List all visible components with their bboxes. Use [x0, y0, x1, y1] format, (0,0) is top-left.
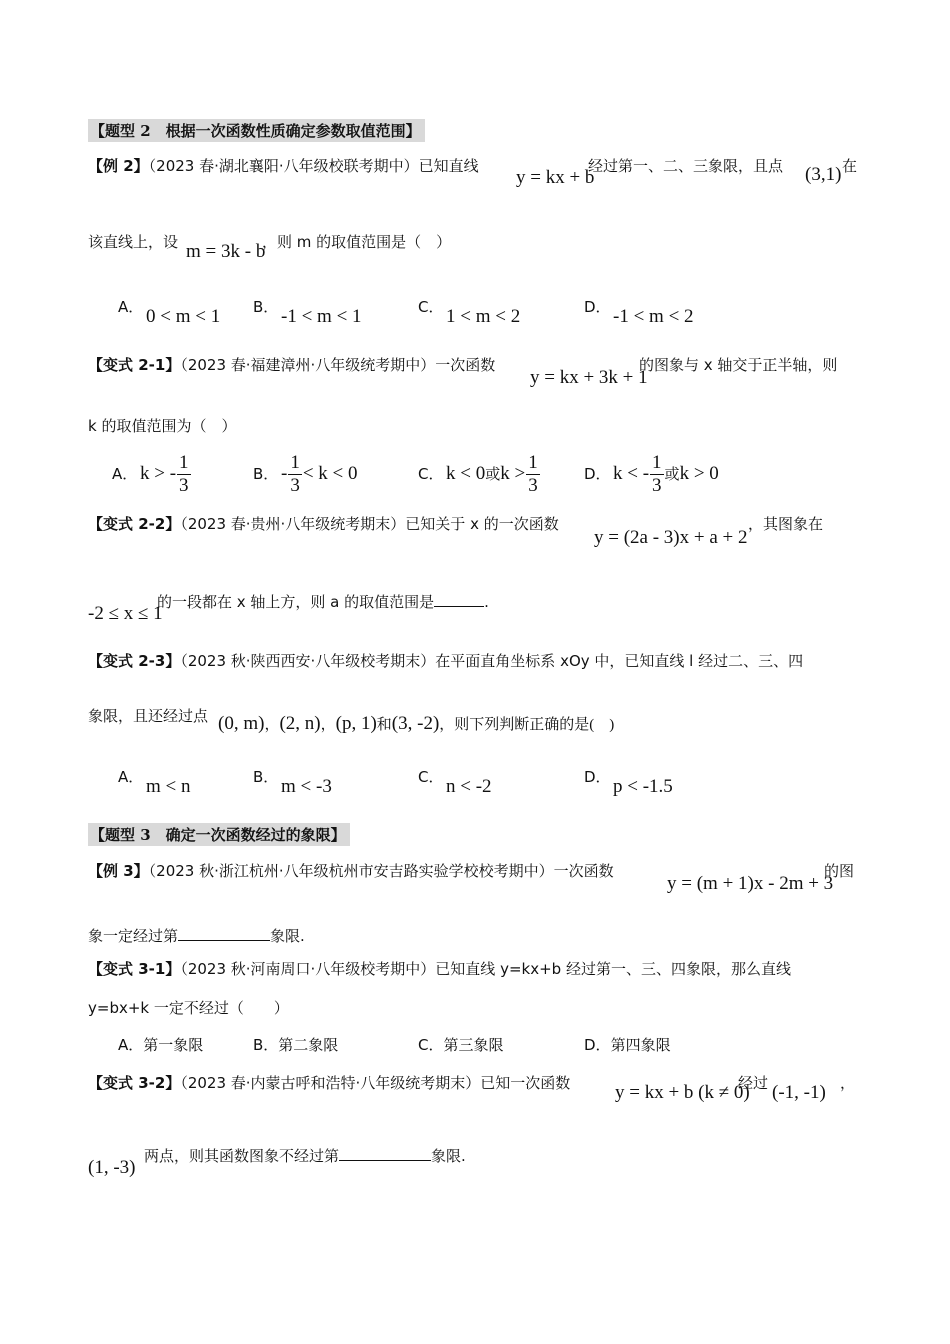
variant-3-2-text-end: ，	[840, 1074, 856, 1092]
example-3-line-2: 象一定经过第 象限.	[88, 927, 305, 945]
variant-2-3-point-3: (p, 1)	[335, 713, 377, 734]
example-2-tag: 【例 2】	[88, 157, 149, 175]
variant-2-2-tag: 【变式 2-2】	[88, 515, 181, 533]
variant-2-1-option-b-label: B．	[253, 465, 279, 483]
variant-2-2-range: -2 ≤ x ≤ 1	[88, 603, 163, 624]
variant-2-1-option-d-label: D．	[584, 465, 611, 483]
variant-2-3-point-4: (3, -2)	[391, 713, 440, 734]
example-2-option-d: -1 < m < 2	[613, 306, 694, 327]
example-3-line-1: 【例 3】（2023 秋·浙江杭州·八年级杭州市安吉路实验学校校考期中）一次函数	[88, 862, 614, 880]
variant-2-1-option-c-label: C．	[418, 465, 444, 483]
variant-3-1-line-1: 【变式 3-1】（2023 秋·河南周口·八年级校考期中）已知直线 y=kx+b 经过第一、三、四象限，那么直线	[88, 960, 791, 978]
example-2-text-end: 在	[842, 157, 858, 175]
example-2-option-d-label: D．	[584, 298, 611, 316]
variant-2-1-line-2: k 的取值范围为（ ）	[88, 417, 237, 435]
example-2-equation: y = kx + b	[516, 167, 595, 188]
variant-3-2-text-mid: 经过	[738, 1074, 769, 1092]
variant-2-3-points: (0, m)，(2, n)，(p, 1)和(3, -2)，则下列判断正确的是( )	[218, 713, 615, 734]
variant-3-2-answer-blank[interactable]	[339, 1160, 431, 1161]
variant-2-3-point-2: (2, n)	[279, 713, 321, 734]
variant-2-3-option-c-label: C．	[418, 768, 444, 786]
variant-2-2-line-1: 【变式 2-2】（2023 春·贵州·八年级统考期末）已知关于 x 的一次函数	[88, 515, 559, 533]
variant-3-2-tag: 【变式 3-2】	[88, 1074, 181, 1092]
example-2-text-mid: 经过第一、二、三象限，且点	[588, 157, 784, 175]
variant-3-2-point-2: (1, -3)	[88, 1157, 136, 1178]
variant-2-1-option-a-label: A．	[112, 465, 138, 483]
variant-3-2-line-2: 两点，则其函数图象不经过第 象限.	[144, 1147, 466, 1165]
variant-3-1-option-a: A．第一象限	[118, 1036, 204, 1054]
variant-2-3-tag: 【变式 2-3】	[88, 652, 181, 670]
example-2-option-a-label: A．	[118, 298, 144, 316]
variant-2-3-line-2a: 象限，且还经过点	[88, 707, 209, 725]
variant-2-3-option-c: n < -2	[446, 776, 492, 797]
variant-2-3-line-1: 【变式 2-3】（2023 秋·陕西西安·八年级校考期末）在平面直角坐标系 xOy 中，已知直线 l 经过二、三、四	[88, 652, 804, 670]
example-2-m-definition: m = 3k - b	[186, 241, 266, 262]
variant-3-1-option-c: C．第三象限	[418, 1036, 504, 1054]
example-2-point: (3,1)	[805, 164, 842, 185]
variant-3-1-option-d: D．第四象限	[584, 1036, 671, 1054]
variant-3-1-line-2: y=bx+k 一定不经过（ ）	[88, 999, 289, 1017]
example-2-option-a: 0 < m < 1	[146, 306, 221, 327]
variant-2-3-option-b: m < -3	[281, 776, 332, 797]
variant-3-1-tag: 【变式 3-1】	[88, 960, 181, 978]
variant-2-1-line-1: 【变式 2-1】（2023 春·福建漳州·八年级统考期中）一次函数	[88, 356, 496, 374]
example-3-equation: y = (m + 1)x - 2m + 3	[667, 873, 834, 894]
variant-3-2-line-1: 【变式 3-2】（2023 春·内蒙古呼和浩特·八年级统考期末）已知一次函数	[88, 1074, 571, 1092]
example-3-answer-blank[interactable]	[178, 940, 270, 941]
variant-2-1-option-d: k < - $\frac{1}{3}$ 或k > 0	[613, 452, 719, 496]
variant-2-1-equation: y = kx + 3k + 1	[530, 367, 648, 388]
variant-2-2-answer-blank[interactable]	[434, 606, 484, 607]
variant-2-1-tag: 【变式 2-1】	[88, 356, 181, 374]
variant-2-3-point-1: (0, m)	[218, 713, 265, 734]
example-3-text-end: 的图	[824, 862, 855, 880]
example-2-option-b: -1 < m < 1	[281, 306, 362, 327]
variant-2-2-text-end: ，其图象在	[748, 515, 824, 533]
variant-2-2-equation: y = (2a - 3)x + a + 2	[594, 527, 748, 548]
variant-2-3-option-a-label: A．	[118, 768, 144, 786]
example-2-option-c-label: C．	[418, 298, 444, 316]
variant-2-3-option-d: p < -1.5	[613, 776, 673, 797]
variant-3-2-point-1: (-1, -1)	[772, 1082, 826, 1103]
example-2-option-c: 1 < m < 2	[446, 306, 521, 327]
variant-2-1-text-end: 的图象与 x 轴交于正半轴，则	[639, 356, 838, 374]
variant-2-1-option-b: - $\frac{1}{3}$ < k < 0	[281, 452, 358, 496]
example-2-option-b-label: B．	[253, 298, 279, 316]
variant-3-1-option-b: B．第二象限	[253, 1036, 339, 1054]
variant-2-1-option-c: k < 0或k > $\frac{1}{3}$	[446, 452, 538, 496]
section-3-title: 【题型 3 确定一次函数经过的象限】	[88, 823, 350, 846]
variant-2-3-option-b-label: B．	[253, 768, 279, 786]
variant-3-2-equation: y = kx + b (k ≠ 0)	[615, 1082, 750, 1103]
variant-2-2-line-2: 的一段都在 x 轴上方，则 a 的取值范围是 .	[157, 593, 489, 611]
example-2-line-2b: ，则 m 的取值范围是（ ）	[262, 233, 452, 251]
variant-2-1-option-a: k > - $\frac{1}{3}$	[140, 452, 189, 496]
variant-2-3-option-d-label: D．	[584, 768, 611, 786]
example-2-line-2a: 该直线上，设	[88, 233, 179, 251]
section-2-title: 【题型 2 根据一次函数性质确定参数取值范围】	[88, 119, 425, 142]
example-2-line-1: 【例 2】（2023 春·湖北襄阳·八年级校联考期中）已知直线	[88, 157, 479, 175]
example-3-tag: 【例 3】	[88, 862, 149, 880]
variant-2-3-option-a: m < n	[146, 776, 191, 797]
